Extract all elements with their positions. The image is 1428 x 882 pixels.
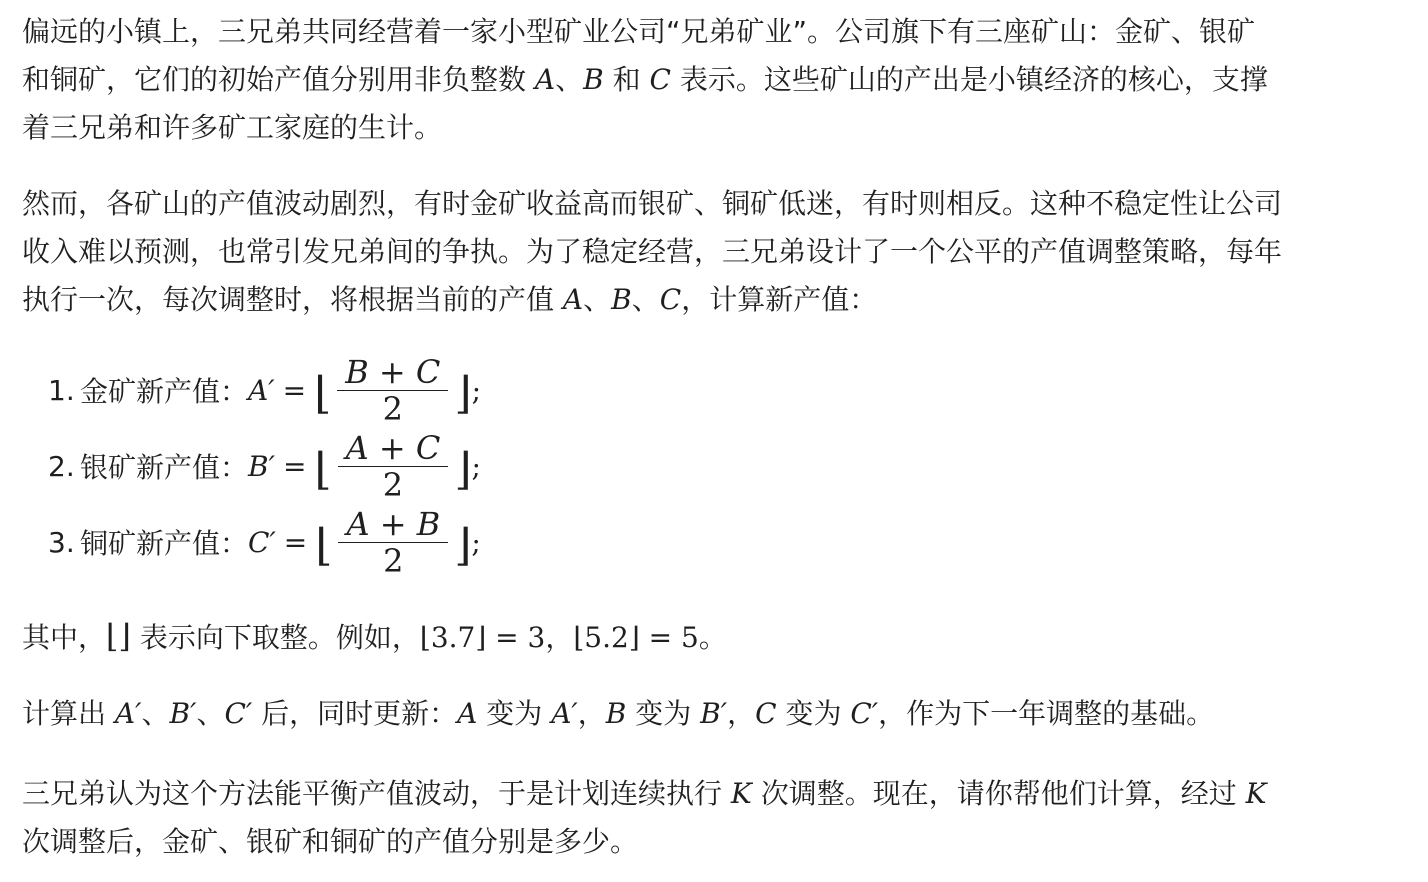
- text: 偏远的小镇上，三兄弟共同经营着一家小型矿业公司“兄弟矿业”。公司旗下有三座矿山：金矿、银矿: [22, 15, 1256, 48]
- example-2: ⌊5.2⌋ = 5: [573, 621, 699, 654]
- var-a: A: [534, 63, 556, 96]
- var-a-prime: A′: [114, 697, 142, 730]
- question-paragraph: [22, 770, 1412, 866]
- formula-label: 金矿新产值：: [80, 375, 249, 408]
- text: 变为: [626, 697, 701, 730]
- var-c: C: [755, 697, 777, 730]
- numerator: B + C: [337, 354, 448, 391]
- formula-lhs: C′: [248, 525, 276, 559]
- formula-silver: [48, 428, 481, 504]
- text: ，: [545, 621, 574, 654]
- text: ，作为下一年调整的基础。: [878, 697, 1215, 730]
- var-b-prime: B′: [700, 697, 728, 730]
- list-index: 3.: [48, 525, 75, 559]
- text: 和: [603, 63, 650, 96]
- text: 表示向下取整。例如，: [130, 621, 420, 654]
- fraction: [338, 430, 449, 503]
- text: 、: [555, 63, 584, 96]
- text: 执行一次，每次调整时，将根据当前的产值: [22, 283, 563, 316]
- equals-sign: =: [282, 373, 307, 407]
- denominator: 2: [382, 389, 403, 428]
- floor-right: ⌋: [454, 444, 472, 495]
- floor-left: ⌊: [314, 444, 332, 495]
- text: 变为: [477, 697, 552, 730]
- text: 、: [196, 697, 225, 730]
- text: 次调整。现在，请你帮他们计算，经过: [751, 777, 1246, 810]
- formula-gold: [48, 352, 481, 428]
- text: ，计算新产值：: [681, 283, 878, 316]
- formula-label: 银矿新产值：: [80, 451, 249, 484]
- text: 三兄弟认为这个方法能平衡产值波动，于是计划连续执行: [22, 777, 731, 810]
- text: ，: [727, 697, 756, 730]
- equals-sign: =: [283, 525, 308, 559]
- formula-end: ;: [471, 525, 481, 559]
- text: ，: [577, 697, 606, 730]
- var-c: C: [649, 63, 671, 96]
- text: 然而，各矿山的产值波动剧烈，有时金矿收益高而银矿、铜矿低迷，有时则相反。这种不稳定性让公司: [22, 187, 1283, 220]
- floor-right: ⌋: [454, 368, 472, 419]
- formula-lhs: A′: [248, 373, 275, 407]
- text: 后，同时更新：: [252, 697, 458, 730]
- numerator: A + B: [338, 506, 448, 543]
- fraction: [338, 506, 448, 579]
- list-index: 2.: [48, 449, 75, 483]
- floor-symbol: ⌊⌋: [106, 617, 131, 655]
- text: 。: [698, 621, 727, 654]
- var-c-prime: C′: [224, 697, 253, 730]
- var-b: B: [605, 697, 627, 730]
- list-index: 1.: [48, 373, 75, 407]
- numerator: A + C: [338, 430, 449, 467]
- text: 、: [631, 283, 660, 316]
- intro-paragraph: [22, 8, 1412, 152]
- text: 收入难以预测，也常引发兄弟间的争执。为了稳定经营，三兄弟设计了一个公平的产值调整策略，每年: [22, 235, 1283, 268]
- var-k: K: [730, 777, 752, 810]
- strategy-paragraph: [22, 180, 1412, 324]
- floor-right: ⌋: [454, 520, 472, 571]
- text: 变为: [776, 697, 851, 730]
- fraction: [337, 354, 448, 427]
- var-a: A: [457, 697, 478, 730]
- formula-copper: [48, 504, 481, 580]
- var-c-prime: C′: [850, 697, 879, 730]
- text: 计算出: [22, 697, 115, 730]
- text: 着三兄弟和许多矿工家庭的生计。: [22, 111, 443, 144]
- update-paragraph: [22, 690, 1412, 738]
- floor-left: ⌊: [314, 368, 332, 419]
- formula-end: ;: [471, 373, 481, 407]
- denominator: 2: [382, 465, 404, 504]
- floor-left: ⌊: [315, 520, 333, 571]
- var-b: B: [583, 63, 604, 96]
- formula-lhs: B′: [248, 449, 275, 483]
- text: 其中，: [22, 621, 107, 654]
- var-k: K: [1245, 777, 1267, 810]
- var-c: C: [659, 283, 682, 316]
- text: 次调整后，金矿、银矿和铜矿的产值分别是多少。: [22, 825, 639, 858]
- var-a-prime: A′: [551, 697, 578, 730]
- text: 、: [141, 697, 170, 730]
- denominator: 2: [383, 541, 404, 580]
- formula-label: 铜矿新产值：: [80, 527, 249, 560]
- text: 、: [583, 283, 612, 316]
- var-b-prime: B′: [169, 697, 197, 730]
- var-a: A: [562, 283, 584, 316]
- floor-explanation: [22, 612, 1412, 662]
- var-b: B: [611, 283, 632, 316]
- formula-end: ;: [471, 449, 481, 483]
- example-1: ⌊3.7⌋ = 3: [419, 621, 546, 654]
- text: 表示。这些矿山的产出是小镇经济的核心，支撑: [670, 63, 1268, 96]
- text: 和铜矿，它们的初始产值分别用非负整数: [22, 63, 535, 96]
- equals-sign: =: [282, 449, 307, 483]
